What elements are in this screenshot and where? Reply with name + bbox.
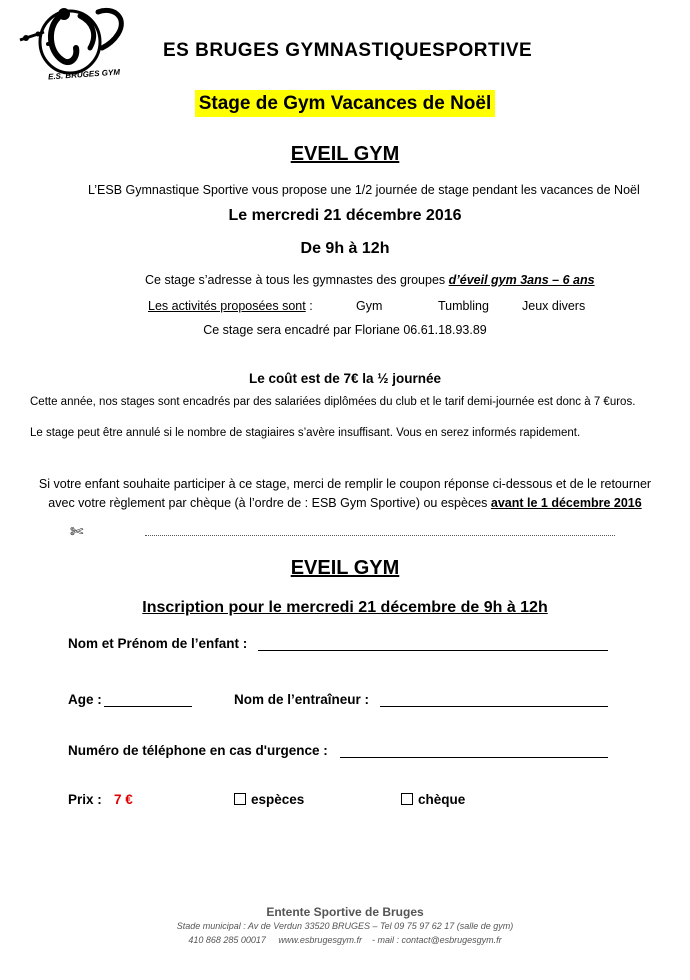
coupon-subtitle: Inscription pour le mercredi 21 décembre de 9h à 12h [142, 599, 548, 616]
activities-label-line [148, 299, 313, 313]
cut-line [145, 535, 615, 536]
cost-title: Le coût est de 7€ la ½ journée [248, 371, 442, 386]
stage-date: Le mercredi 21 décembre 2016 [228, 207, 462, 224]
stage-title: Stage de Gym Vacances de Noël [195, 90, 496, 117]
logo-text: E.S. BRUGES GYM [47, 67, 121, 82]
intro-text: L’ESB Gymnastique Sportive vous propose une 1/2 journée de stage pendant les vacances de Noël [88, 183, 640, 197]
club-logo [18, 4, 133, 84]
section-title: EVEIL GYM [290, 143, 400, 165]
org-title: ES BRUGES GYMNASTIQUESPORTIVE [163, 40, 533, 61]
registration-line-1: Si votre enfant souhaite participer à ce stage, merci de remplir le coupon réponse ci-dessous et de le retourner [38, 477, 652, 491]
activities-label: Les activités proposées sont [148, 299, 306, 313]
age-label: Age : [68, 692, 102, 707]
child-name-field[interactable] [258, 650, 608, 651]
activity-item: Tumbling [438, 299, 489, 313]
footer-mail-label: - mail : [371, 935, 399, 945]
stage-hours: De 9h à 12h [300, 240, 390, 257]
checkbox-icon[interactable] [234, 793, 246, 805]
payment-option-label: espèces [251, 792, 305, 807]
activities-colon: : [305, 299, 313, 313]
activity-item: Gym [356, 299, 383, 313]
supervisor-text: Ce stage sera encadré par Floriane 06.61.18.93.89 [203, 323, 487, 337]
checkbox-icon[interactable] [401, 793, 413, 805]
stage-title-wrapper [0, 93, 690, 115]
cost-note: Cette année, nos stages sont encadrés par des salariées diplômées du club et le tarif demi-journée est donc à 7 €uros. [30, 396, 636, 408]
audience-text: Ce stage s’adresse à tous les gymnastes des groupes [145, 273, 446, 287]
registration-deadline: avant le 1 décembre 2016 [490, 496, 642, 510]
price-label: Prix : [68, 792, 102, 807]
age-field[interactable] [104, 706, 192, 707]
child-name-label: Nom et Prénom de l’enfant : [68, 636, 248, 651]
coach-label: Nom de l’entraîneur : [234, 692, 370, 707]
payment-option-cheque[interactable] [401, 792, 465, 807]
scissors-icon: ✄ [70, 524, 84, 541]
audience-group: d’éveil gym 3ans – 6 ans [448, 273, 595, 287]
activity-item: Jeux divers [522, 299, 586, 313]
price-value: 7 € [114, 792, 133, 807]
cancel-note: Le stage peut être annulé si le nombre de stagiaires s’avère insuffisant. Vous en serez informés rapidement. [30, 427, 581, 439]
footer-address: Stade municipal : Av de Verdun 33520 BRUGES – Tel 09 75 97 62 17 (salle de gym) [176, 921, 514, 931]
payment-option-label: chèque [418, 792, 466, 807]
audience-line [145, 273, 595, 287]
registration-text: avec votre règlement par chèque (à l’ordre de : ESB Gym Sportive) ou espèces [48, 496, 488, 510]
footer-org: Entente Sportive de Bruges [266, 905, 424, 919]
registration-line-2 [0, 496, 690, 510]
footer-siret: 410 868 285 00017 [188, 935, 266, 945]
coach-field[interactable] [380, 706, 608, 707]
phone-field[interactable] [340, 757, 608, 758]
coupon-title: EVEIL GYM [290, 557, 400, 579]
footer-contact [0, 935, 690, 945]
footer-website[interactable]: www.esbrugesgym.fr [278, 935, 362, 945]
footer-email[interactable]: contact@esbrugesgym.fr [401, 935, 502, 945]
phone-label: Numéro de téléphone en cas d'urgence : [68, 743, 328, 758]
payment-option-especes[interactable] [234, 792, 304, 807]
